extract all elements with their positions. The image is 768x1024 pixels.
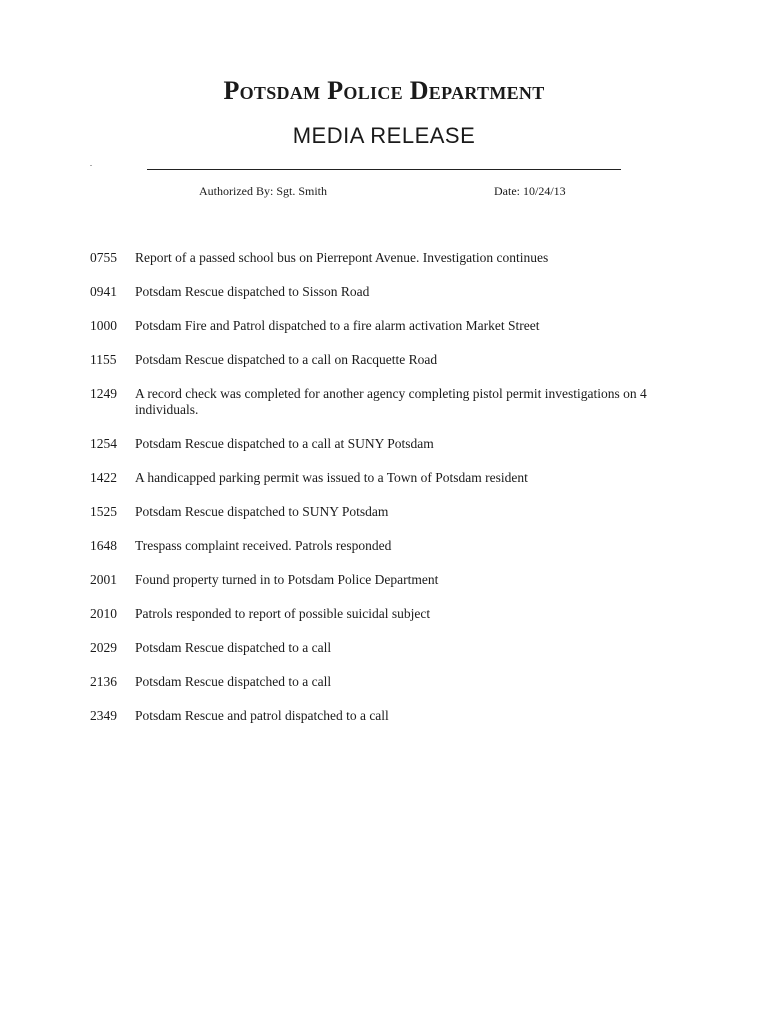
entry-time: 2349 bbox=[90, 708, 117, 723]
entry-time: 1422 bbox=[90, 470, 117, 485]
header-divider bbox=[147, 169, 621, 170]
entry-description: Trespass complaint received. Patrols responded bbox=[135, 538, 392, 553]
entry-description: Potsdam Rescue and patrol dispatched to a call bbox=[135, 708, 389, 723]
entry-description: Potsdam Rescue dispatched to Sisson Road bbox=[135, 284, 370, 299]
entry-time: 0941 bbox=[90, 284, 117, 299]
entry-time: 1254 bbox=[90, 436, 117, 451]
log-entry bbox=[90, 250, 690, 266]
entry-description: Potsdam Rescue dispatched to SUNY Potsdam bbox=[135, 504, 389, 519]
entry-time: 0755 bbox=[90, 250, 117, 265]
entry-description: Patrols responded to report of possible suicidal subject bbox=[135, 606, 431, 621]
entry-time: 1155 bbox=[90, 352, 117, 367]
log-entry bbox=[90, 504, 690, 520]
entry-time: 2010 bbox=[90, 606, 117, 621]
log-entry bbox=[90, 640, 690, 656]
entry-time: 2029 bbox=[90, 640, 117, 655]
entry-time: 1525 bbox=[90, 504, 117, 519]
log-entry bbox=[90, 708, 690, 724]
entry-description: Report of a passed school bus on Pierrepont Avenue. Investigation continues bbox=[135, 250, 549, 265]
stray-mark: . bbox=[90, 159, 92, 168]
media-release-heading: MEDIA RELEASE bbox=[292, 123, 476, 148]
entry-description: Potsdam Rescue dispatched to a call bbox=[135, 640, 332, 655]
entry-time: 1648 bbox=[90, 538, 117, 553]
entry-description: Potsdam Rescue dispatched to a call bbox=[135, 674, 332, 689]
entry-description: Found property turned in to Potsdam Police Department bbox=[135, 572, 439, 587]
authorized-by: Authorized By: Sgt. Smith bbox=[199, 184, 328, 198]
log-entry bbox=[90, 284, 690, 300]
entry-time: 1249 bbox=[90, 386, 117, 401]
log-entry bbox=[90, 470, 690, 486]
entry-description: Potsdam Rescue dispatched to a call at SUNY Potsdam bbox=[135, 436, 434, 451]
log-entry bbox=[90, 538, 690, 554]
entry-time: 1000 bbox=[90, 318, 117, 333]
incident-log bbox=[90, 250, 690, 742]
log-entry bbox=[90, 318, 690, 334]
entry-description: A record check was completed for another agency completing pistol permit investigations on 4 individuals. bbox=[135, 386, 647, 417]
entry-description: Potsdam Fire and Patrol dispatched to a fire alarm activation Market Street bbox=[135, 318, 540, 333]
entry-description: A handicapped parking permit was issued to a Town of Potsdam resident bbox=[135, 470, 528, 485]
log-entry bbox=[90, 386, 690, 418]
log-entry bbox=[90, 606, 690, 622]
entry-time: 2136 bbox=[90, 674, 117, 689]
log-entry bbox=[90, 572, 690, 588]
log-entry bbox=[90, 674, 690, 690]
department-title: Potsdam Police Department bbox=[223, 76, 545, 105]
entry-time: 2001 bbox=[90, 572, 117, 587]
entry-description: Potsdam Rescue dispatched to a call on Racquette Road bbox=[135, 352, 438, 367]
release-date: Date: 10/24/13 bbox=[494, 184, 566, 198]
log-entry bbox=[90, 352, 690, 368]
log-entry bbox=[90, 436, 690, 452]
